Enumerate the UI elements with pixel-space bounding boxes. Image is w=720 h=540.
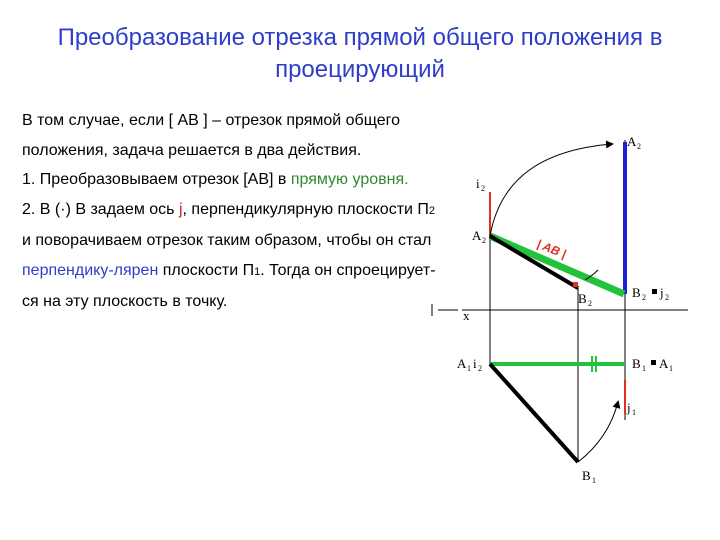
label-b2-lower-sub: 2 [588, 299, 592, 308]
label-b1-mid-sub: 1 [642, 364, 646, 373]
label-b1-sub: 1 [592, 476, 596, 485]
label-a1-i: i [473, 356, 477, 371]
step-1-prefix: 1. Преобразовываем отрезок [АВ] в [22, 171, 291, 188]
slide-title: Преобразование отрезка прямой общего положения в проецирующий [57, 24, 663, 83]
rotation-arc-bottom [578, 402, 618, 462]
label-x-axis: x [463, 308, 470, 323]
label-b2-right-sub: 2 [642, 293, 646, 302]
step-2-sub-1: 2 [428, 204, 436, 217]
step-2-part-a: 2. В (·) В задаем ось [22, 200, 179, 218]
label-j1-sub: 1 [632, 408, 636, 417]
black-segment-bottom [490, 364, 578, 462]
label-a1-mid-sub: 1 [669, 364, 673, 373]
point-j2-marker [652, 289, 657, 294]
point-b2-marker [573, 282, 578, 287]
step-1-highlight: прямую уровня. [290, 171, 409, 188]
label-true-length: | AB | [534, 236, 569, 262]
label-a1-i-sub: 2 [478, 364, 482, 373]
label-j2-sub: 2 [665, 293, 669, 302]
label-a2-top: A [627, 134, 637, 149]
label-b2-lower: B [578, 291, 587, 306]
label-a1-sub: 1 [467, 364, 471, 373]
label-b1-mid: B [632, 356, 641, 371]
label-j2: j [660, 285, 664, 300]
label-a1-mid: A [659, 356, 669, 371]
rotation-arc-top [490, 144, 612, 236]
label-i2-sub: 2 [481, 184, 485, 193]
step-2-highlight: перпендику-лярен [22, 261, 159, 279]
label-a2: A [472, 228, 482, 243]
step-2-part-c: и поворачиваем отрезок таким образом, чтобы он стал [22, 232, 432, 249]
step-2-part-b: , перпендикулярную плоскости П [182, 200, 429, 218]
black-segment-top [490, 236, 578, 288]
label-a1: A [457, 356, 467, 371]
label-a2-top-sub: 2 [637, 142, 641, 151]
label-b1: B [582, 468, 591, 483]
intro-paragraph: В том случае, если [ АВ ] – отрезок прямой общего положения, задача решается в два действия. [22, 112, 400, 159]
step-2-axis: j [178, 200, 183, 218]
step-2-sub-2: 1 [254, 265, 261, 278]
label-b2-right: B [632, 285, 641, 300]
step-2-part-e: . Тогда он спроецирует-ся на эту плоскость в точку. [22, 261, 436, 310]
label-i2: i [476, 176, 480, 191]
point-a1-marker [651, 360, 656, 365]
label-a2-sub: 2 [482, 236, 486, 245]
label-j1: j [627, 400, 631, 415]
step-2-part-d: плоскости П [158, 261, 255, 279]
